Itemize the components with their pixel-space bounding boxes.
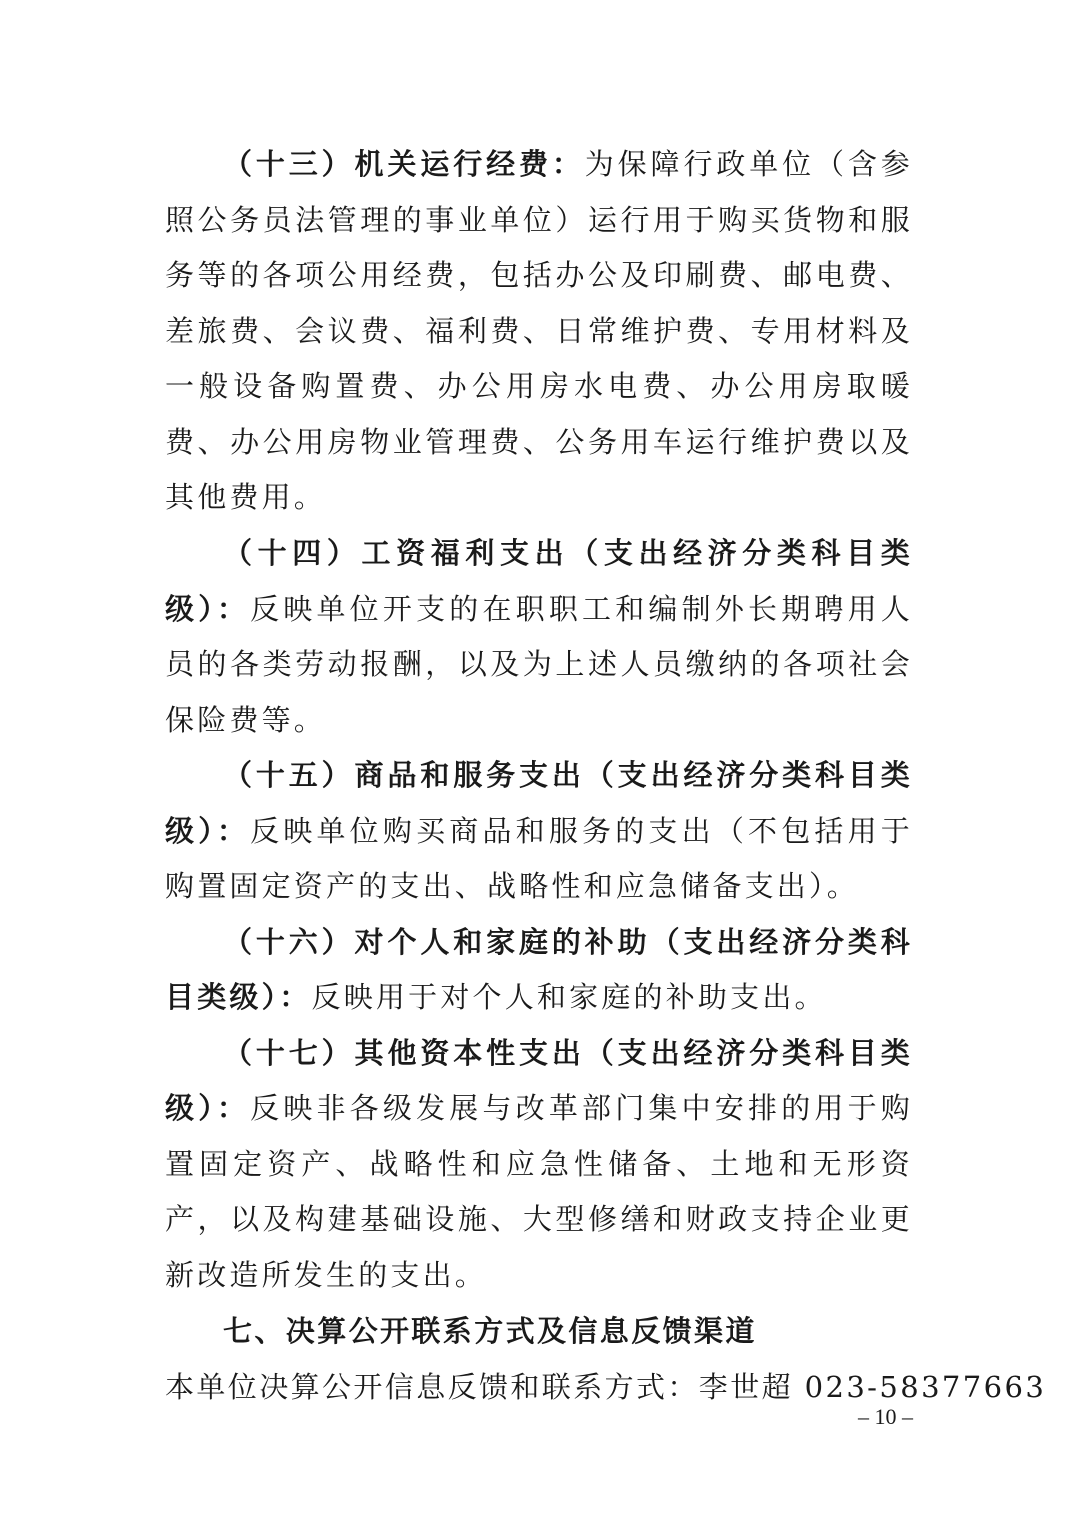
paragraph-17-body: 反映非各级发展与改革部门集中安排的用于购置固定资产、战略性和应急性储备、土地和无形资产，以及构建基础设施、大型修缮和财政支持企业更新改造所发生的支出。: [165, 1091, 913, 1292]
section-title-contact: 七、决算公开联系方式及信息反馈渠道: [223, 1314, 757, 1348]
paragraph-13: [165, 137, 913, 526]
paragraph-14: [165, 526, 913, 748]
page-number: – 10 –: [858, 1404, 913, 1429]
paragraph-14-body: 反映单位开支的在职职工和编制外长期聘用人员的各类劳动报酬，以及为上述人员缴纳的各项社会保险费等。: [165, 591, 913, 737]
paragraph-14-heading: （十四）工资福利支出（支出经济分类科目类级）：: [165, 536, 913, 626]
paragraph-16: [165, 915, 913, 1026]
paragraph-15-heading: （十五）商品和服务支出（支出经济分类科目类级）：: [165, 758, 913, 848]
document-body: [165, 137, 1047, 1415]
paragraph-15-body: 反映单位购买商品和服务的支出（不包括用于购置固定资产的支出、战略性和应急储备支出）。: [165, 813, 913, 903]
paragraph-17: [165, 1026, 913, 1304]
paragraph-13-heading: （十三）机关运行经费：: [223, 147, 585, 181]
paragraph-16-body: 反映用于对个人和家庭的补助支出。: [311, 980, 827, 1014]
paragraph-13-body: 为保障行政单位（含参照公务员法管理的事业单位）运行用于购买货物和服务等的各项公用经费，包括办公及印刷费、邮电费、差旅费、会议费、福利费、日常维护费、专用材料及一般设备购置费、办公用房水电费、办公用房取暖费、办公用房物业管理费、公务用车运行维护费以及其他费用。: [165, 147, 913, 514]
paragraph-17-heading: （十七）其他资本性支出（支出经济分类科目类级）：: [165, 1035, 913, 1125]
paragraph-15: [165, 748, 913, 915]
paragraph-16-heading: （十六）对个人和家庭的补助（支出经济分类科目类级）：: [165, 924, 913, 1014]
contact-line: 本单位决算公开信息反馈和联系方式：李世超 023-58377663: [165, 1370, 1047, 1404]
